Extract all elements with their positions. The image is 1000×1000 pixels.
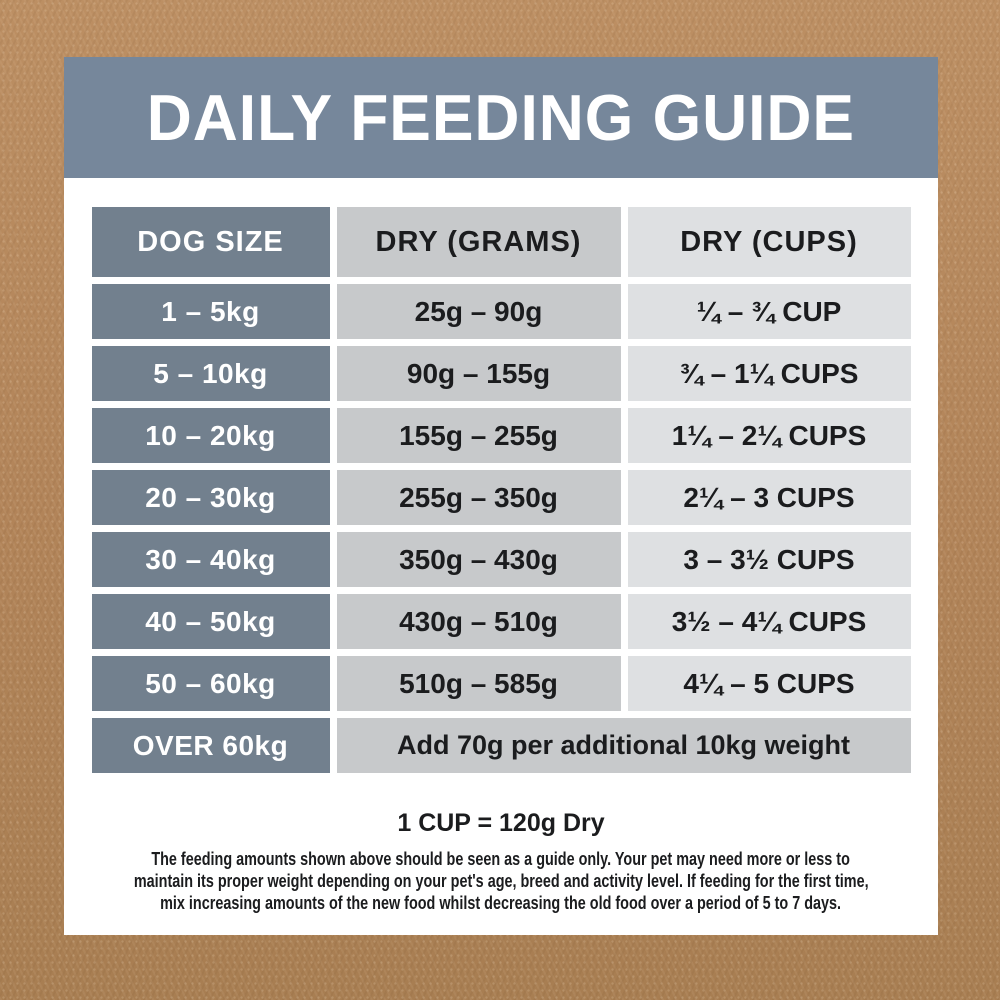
disclaimer-line-text: mix increasing amounts of the new food whilst decreasing the old food over a period of 5 to 7 days.: [160, 892, 842, 913]
dog-size-cell-over-60kg: OVER 60kg: [92, 718, 330, 773]
dry-cups-cell: 1¼ – 2¼ CUPS: [628, 408, 911, 463]
dry-cups-cell: 4¼ – 5 CUPS: [628, 656, 911, 711]
dry-grams-cell: 25g – 90g: [337, 284, 621, 339]
guide-title: DAILY FEEDING GUIDE: [146, 81, 856, 154]
dry-cups-cell: ¾ – 1¼ CUPS: [628, 346, 911, 401]
column-header-dry-cups: DRY (CUPS): [628, 207, 911, 277]
dry-grams-cell: 155g – 255g: [337, 408, 621, 463]
disclaimer-line-text: The feeding amounts shown above should be seen as a guide only. Your pet may need more or less to: [151, 848, 851, 869]
dry-grams-cell: 510g – 585g: [337, 656, 621, 711]
dog-size-cell: 5 – 10kg: [92, 346, 330, 401]
dry-grams-cell: 255g – 350g: [337, 470, 621, 525]
column-header-dry-grams: DRY (GRAMS): [337, 207, 621, 277]
disclaimer-line-text: maintain its proper weight depending on your pet's age, breed and activity level. If feeding for the first time,: [133, 870, 869, 891]
feeding-disclaimer: [64, 848, 938, 914]
column-header-dog-size: DOG SIZE: [92, 207, 330, 277]
dry-cups-cell: 3 – 3½ CUPS: [628, 532, 911, 587]
feeding-guide-card: [64, 57, 938, 935]
additional-weight-note-cell: Add 70g per additional 10kg weight: [337, 718, 911, 773]
dry-grams-cell: 350g – 430g: [337, 532, 621, 587]
dog-size-cell: 50 – 60kg: [92, 656, 330, 711]
cup-equivalence-note: 1 CUP = 120g Dry: [397, 809, 605, 837]
dog-size-cell: 1 – 5kg: [92, 284, 330, 339]
title-bar: [64, 57, 938, 178]
dry-grams-cell: 90g – 155g: [337, 346, 621, 401]
dry-grams-cell: 430g – 510g: [337, 594, 621, 649]
dry-cups-cell: 2¼ – 3 CUPS: [628, 470, 911, 525]
disclaimer-line: [64, 870, 938, 892]
dog-size-cell: 40 – 50kg: [92, 594, 330, 649]
dog-size-cell: 10 – 20kg: [92, 408, 330, 463]
feeding-table: [92, 207, 911, 773]
dry-cups-cell: ¼ – ¾ CUP: [628, 284, 911, 339]
dry-cups-cell: 3½ – 4¼ CUPS: [628, 594, 911, 649]
dog-size-cell: 20 – 30kg: [92, 470, 330, 525]
dog-size-cell: 30 – 40kg: [92, 532, 330, 587]
disclaimer-line: [64, 892, 938, 914]
disclaimer-line: [64, 848, 938, 870]
